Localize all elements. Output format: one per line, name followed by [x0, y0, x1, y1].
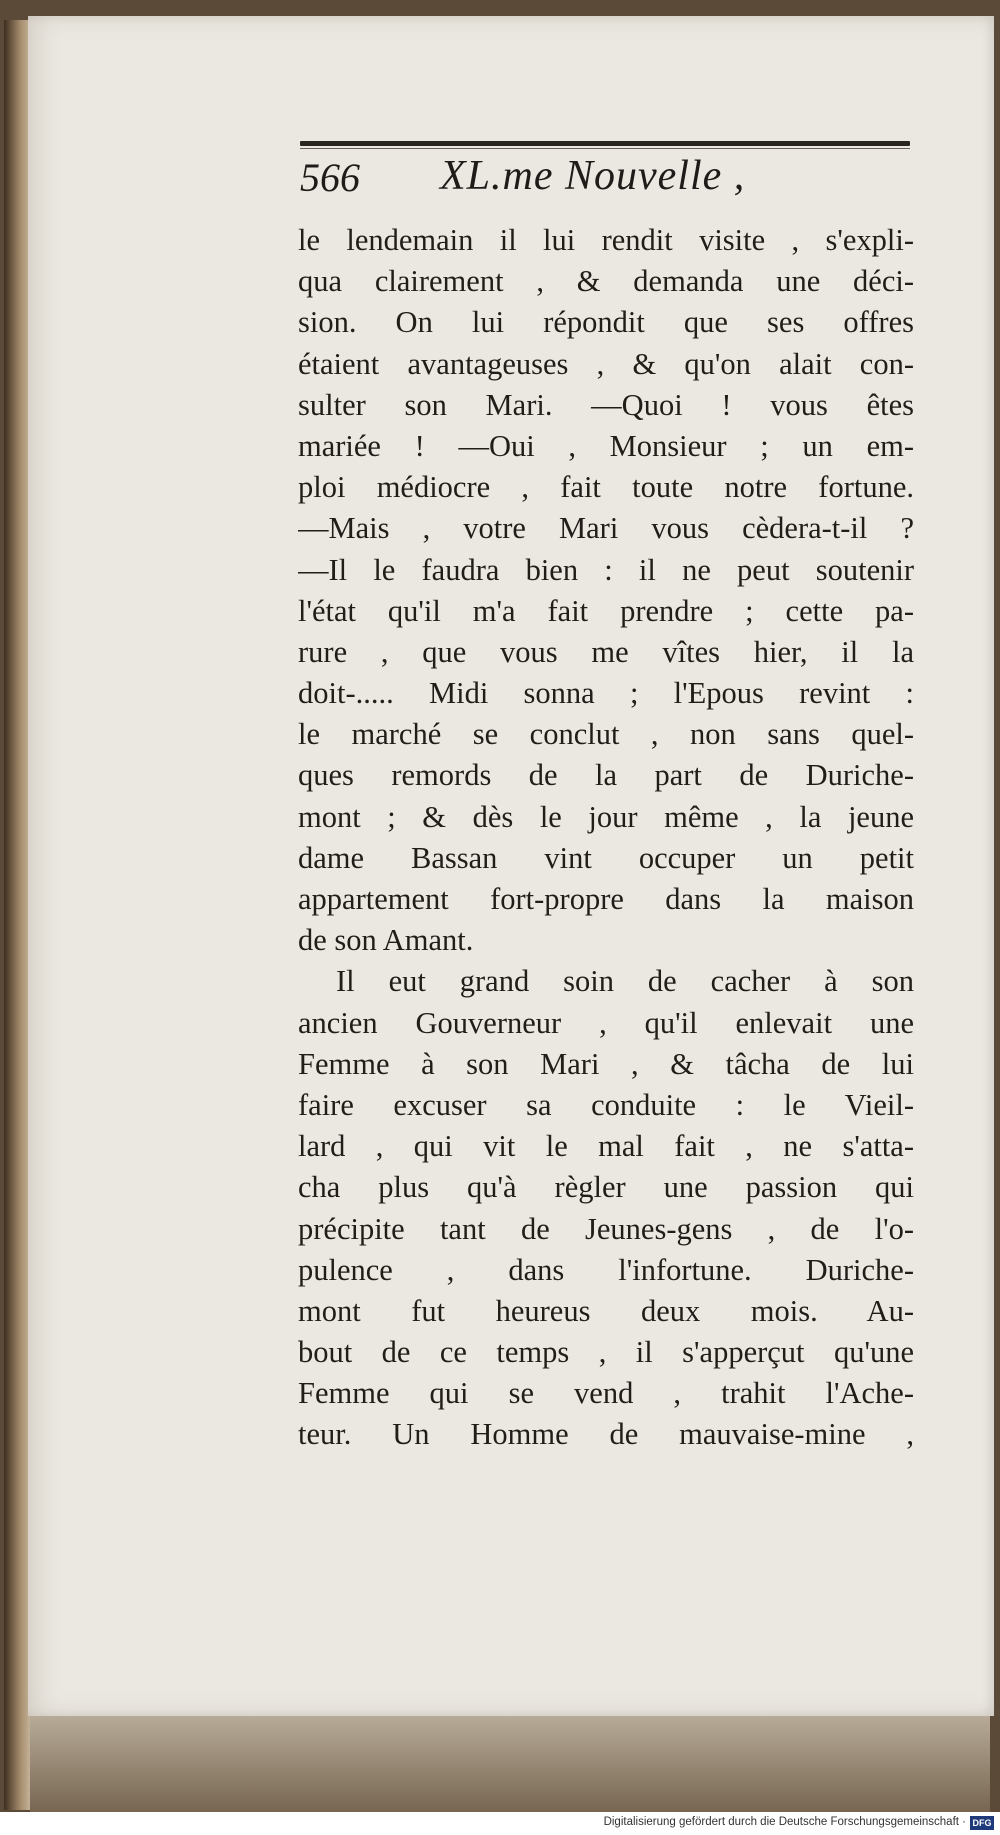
- text-line: teur. Un Homme de mauvaise-mine ,: [298, 1417, 914, 1452]
- text-line: rure , que vous me vîtes hier, il la: [298, 634, 914, 669]
- text-line: —Mais , votre Mari vous cèdera-t-il ?: [298, 511, 914, 546]
- text-line: l'état qu'il m'a fait prendre ; cette pa-: [298, 593, 914, 628]
- text-line: appartement fort-propre dans la maison: [298, 882, 914, 916]
- text-line: dame Bassan vint occuper un petit: [298, 840, 914, 875]
- text-line: Il eut grand soin de cacher à son: [336, 964, 914, 999]
- digitization-footer: [0, 1812, 1000, 1835]
- text-line: lard , qui vit le mal fait , ne s'atta-: [298, 1129, 914, 1164]
- text-line: le lendemain il lui rendit visite , s'expli-: [298, 223, 914, 257]
- text-line: le marché se conclut , non sans quel-: [298, 717, 914, 752]
- text-line: mont fut heureus deux mois. Au-: [298, 1293, 914, 1328]
- text-line: qua clairement , & demanda une déci-: [298, 264, 914, 299]
- text-line: mariée ! —Oui , Monsieur ; un em-: [298, 428, 914, 463]
- text-line: ploi médiocre , fait toute notre fortune.: [298, 470, 914, 505]
- dfg-logo: DFG: [970, 1816, 994, 1830]
- running-title: XL.me Nouvelle ,: [440, 153, 746, 199]
- text-line: sion. On lui répondit que ses offres: [298, 305, 914, 340]
- header-rule-thin: [300, 148, 910, 149]
- page-number: 566: [300, 155, 360, 200]
- body-text: [298, 220, 914, 1456]
- running-header: [300, 150, 912, 204]
- funding-credit: Digitalisierung gefördert durch die Deutsche Forschungsgemeinschaft ·: [603, 1816, 966, 1828]
- text-line: mont ; & dès le jour même , la jeune: [298, 799, 914, 834]
- text-line: ancien Gouverneur , qu'il enlevait une: [298, 1005, 914, 1040]
- text-line: Femme à son Mari , & tâcha de lui: [298, 1046, 914, 1081]
- text-line: —Il le faudra bien : il ne peut soutenir: [298, 552, 914, 587]
- text-line: Femme qui se vend , trahit l'Ache-: [298, 1376, 914, 1411]
- text-line: faire excuser sa conduite : le Vieil-: [298, 1087, 914, 1122]
- text-line: cha plus qu'à règler une passion qui: [298, 1170, 914, 1205]
- text-line: bout de ce temps , il s'apperçut qu'une: [298, 1335, 914, 1370]
- text-line: étaient avantageuses , & qu'on alait con-: [298, 346, 914, 381]
- page-stack-edge: [30, 1716, 990, 1812]
- text-line: précipite tant de Jeunes-gens , de l'o-: [298, 1211, 914, 1246]
- text-line: pulence , dans l'infortune. Duriche-: [298, 1252, 914, 1287]
- header-rule: [300, 141, 910, 146]
- text-line: ques remords de la part de Duriche-: [298, 758, 914, 793]
- text-line: de son Amant.: [298, 923, 474, 958]
- text-line: sulter son Mari. —Quoi ! vous êtes: [298, 387, 914, 422]
- text-line: doit-..... Midi sonna ; l'Epous revint :: [298, 676, 914, 711]
